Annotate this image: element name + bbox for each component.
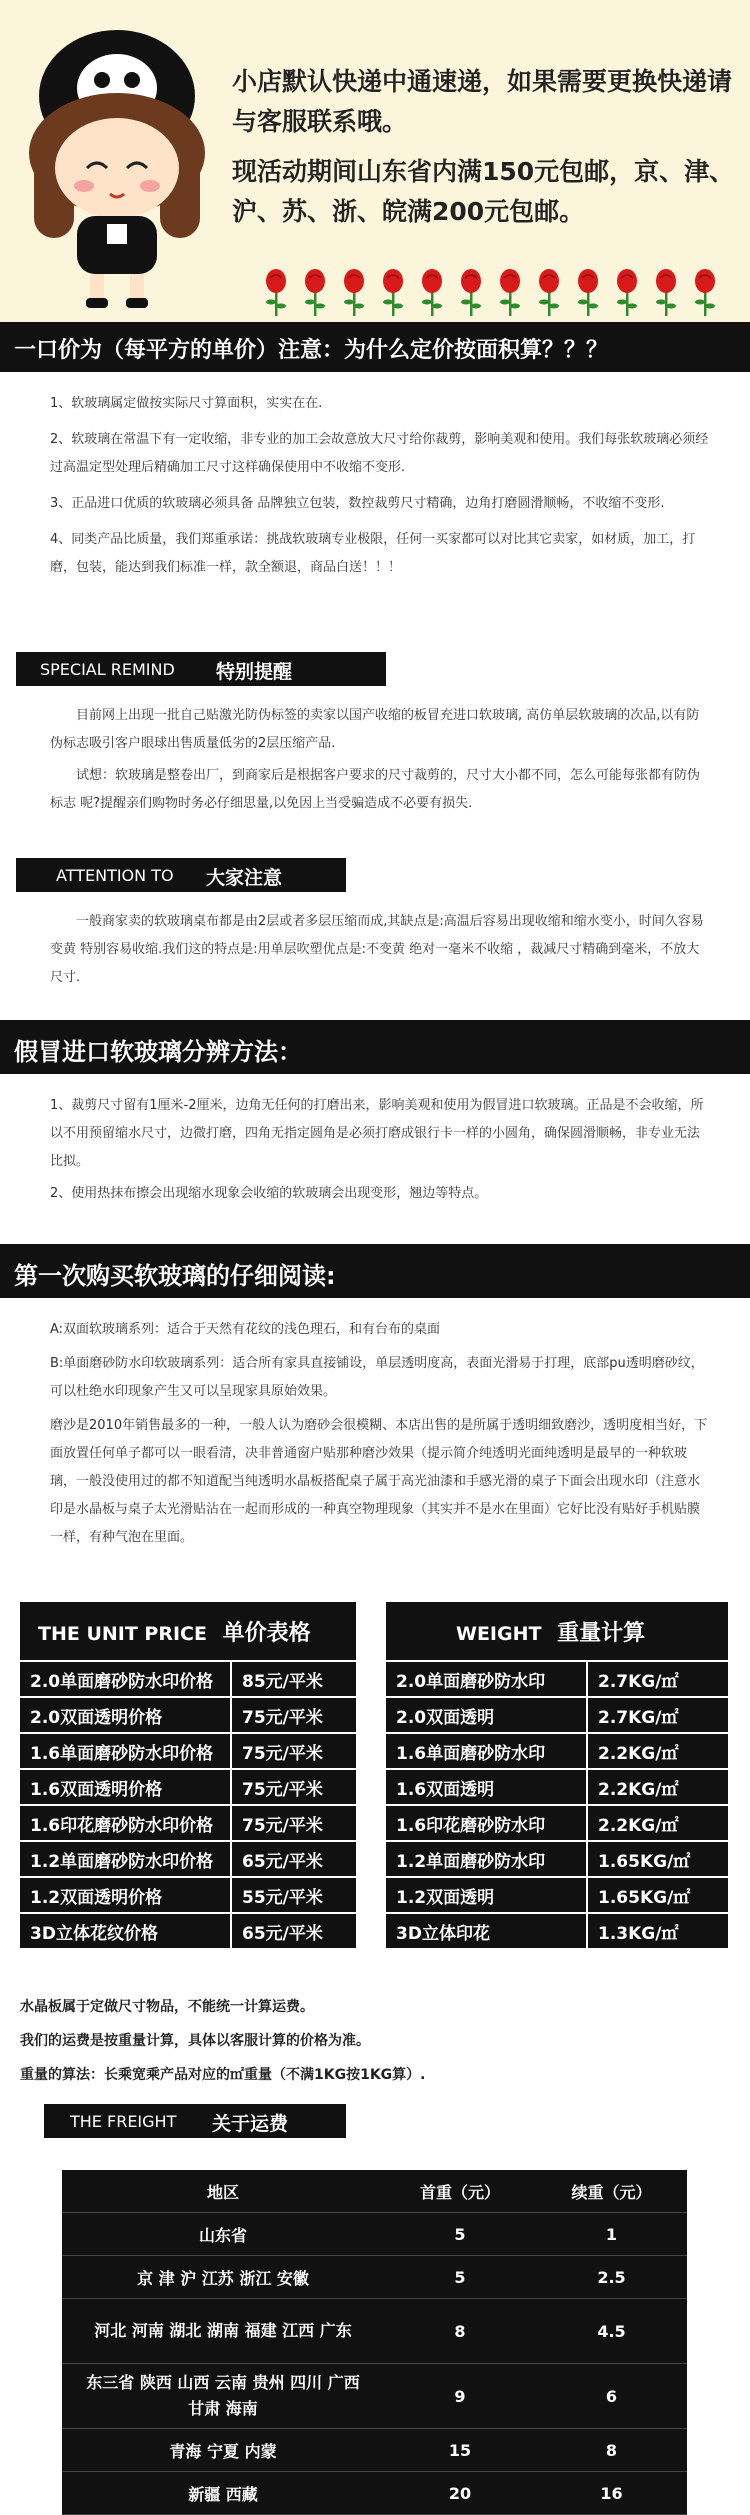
unit-price-value: 75元/平米 bbox=[231, 1805, 357, 1841]
special-remind-items bbox=[50, 702, 710, 818]
weight-name: 2.0双面透明 bbox=[385, 1697, 587, 1733]
first-purchase-item: 磨沙是2010年销售最多的一种，一般人认为磨砂会很模糊、本店出售的是所属于透明细致磨沙，透明度相当好，下面放置任何单子都可以一眼看清，决非普通窗户贴那种磨沙效果（提示简介纯透明光面纯透明是最早的一种软玻璃，一般没使用过的都不知道配当纯透明水晶板搭配桌子属于高光油漆和手感光滑的桌子下面会出现水印（注意水印是水晶板与桌子太光滑贴沾在一起而形成的一种真空物理现象（其实并不是水在里面）它好比没有贴好手机贴膜一样，有种气泡在里面。 bbox=[50, 1418, 708, 1545]
unit-price-value: 75元/平米 bbox=[231, 1733, 357, 1769]
special-remind-item: 目前网上出现一批自己贴激光防伪标签的卖家以国产收缩的板冒充进口软玻璃, 高仿单层软玻璃的次品,以有防伪标志吸引客户眼球出售质量低劣的2层压缩产品. bbox=[50, 708, 700, 751]
fake-title: 假冒进口软玻璃分辨方法： bbox=[14, 1038, 302, 1066]
weight-value: 2.2KG/㎡ bbox=[587, 1733, 729, 1769]
freight-extra: 16 bbox=[536, 2472, 687, 2515]
first-purchase-item: A:双面软玻璃系列：适合于天然有花纹的浅色理石，和有台布的桌面 bbox=[50, 1322, 441, 1337]
freight-tag-cn: 关于运费 bbox=[212, 2113, 289, 2135]
unit-price-row bbox=[19, 1661, 357, 1697]
weight-name: 3D立体印花 bbox=[385, 1913, 587, 1949]
weight-row bbox=[385, 1877, 729, 1913]
pricing-title: 一口价为（每平方的单价）注意：为什么定价按面积算？？？ bbox=[14, 338, 609, 363]
unit-price-row bbox=[19, 1769, 357, 1805]
special-remind-tag-cn: 特别提醒 bbox=[216, 661, 293, 683]
weight-value: 1.65KG/㎡ bbox=[587, 1841, 729, 1877]
freight-extra: 1 bbox=[536, 2213, 687, 2256]
unit-price-row bbox=[19, 1841, 357, 1877]
freight-extra: 8 bbox=[536, 2429, 687, 2472]
freight-row bbox=[62, 2213, 687, 2256]
weight-row bbox=[385, 1805, 729, 1841]
freight-extra: 4.5 bbox=[536, 2299, 687, 2364]
freight-row bbox=[62, 2364, 687, 2429]
freight-row bbox=[62, 2472, 687, 2515]
weight-value: 1.65KG/㎡ bbox=[587, 1877, 729, 1913]
weight-title-en: WEIGHT bbox=[456, 1622, 542, 1645]
weight-row bbox=[385, 1733, 729, 1769]
pricing-items bbox=[50, 390, 710, 582]
fake-item: 2、使用热抹布擦会出现缩水现象会收缩的软玻璃会出现变形，翘边等特点。 bbox=[50, 1186, 488, 1201]
freight-table bbox=[62, 2170, 687, 2515]
freight-row bbox=[62, 2429, 687, 2472]
unit-price-row bbox=[19, 1877, 357, 1913]
shipping-note: 水晶板属于定做尺寸物品，不能统一计算运费。 bbox=[20, 1999, 314, 2015]
unit-price-value: 65元/平米 bbox=[231, 1841, 357, 1877]
unit-price-value: 75元/平米 bbox=[231, 1769, 357, 1805]
weight-name: 1.6单面磨砂防水印 bbox=[385, 1733, 587, 1769]
unit-price-name: 1.2单面磨砂防水印价格 bbox=[19, 1841, 231, 1877]
freight-region: 京 津 沪 江苏 浙江 安徽 bbox=[62, 2256, 384, 2299]
unit-price-value: 55元/平米 bbox=[231, 1877, 357, 1913]
unit-price-title-cn: 单价表格 bbox=[222, 1620, 311, 1646]
attention-tag bbox=[16, 858, 346, 892]
freight-row bbox=[62, 2299, 687, 2364]
pricing-item: 2、软玻璃在常温下有一定收缩，非专业的加工会故意放大尺寸给你裁剪，影响美观和使用。我们每张软玻璃必须经过高温定型处理后精确加工尺寸这样确保使用中不收缩不变形. bbox=[50, 432, 709, 475]
first-purchase-items bbox=[50, 1316, 710, 1552]
rose-icon bbox=[691, 268, 719, 318]
freight-first: 9 bbox=[384, 2364, 536, 2429]
rose-icon bbox=[418, 268, 446, 318]
unit-price-row bbox=[19, 1805, 357, 1841]
rose-row bbox=[262, 268, 732, 318]
unit-price-name: 1.2双面透明价格 bbox=[19, 1877, 231, 1913]
unit-price-row bbox=[19, 1913, 357, 1949]
shipping-notice-courier: 小店默认快递中通速递，如果需要更换快递请与客服联系哦。 bbox=[232, 67, 733, 136]
rose-icon bbox=[340, 268, 368, 318]
special-remind-tag-en: SPECIAL REMIND bbox=[40, 660, 175, 679]
unit-price-name: 1.6单面磨砂防水印价格 bbox=[19, 1733, 231, 1769]
shipping-notice bbox=[232, 62, 742, 242]
pricing-item: 3、正品进口优质的软玻璃必须具备 品牌独立包装，数控裁剪尺寸精确，边角打磨圆滑顺畅，不收缩不变形. bbox=[50, 496, 665, 511]
freight-first: 15 bbox=[384, 2429, 536, 2472]
rose-icon bbox=[496, 268, 524, 318]
freight-extra: 2.5 bbox=[536, 2256, 687, 2299]
fake-items bbox=[50, 1092, 710, 1208]
fake-title-bar bbox=[0, 1020, 750, 1074]
weight-row bbox=[385, 1841, 729, 1877]
attention-tag-en: ATTENTION TO bbox=[56, 866, 174, 885]
unit-price-table bbox=[18, 1600, 358, 1950]
unit-price-row bbox=[19, 1733, 357, 1769]
freight-region: 河北 河南 湖北 湖南 福建 江西 广东 bbox=[62, 2299, 384, 2364]
weight-value: 2.2KG/㎡ bbox=[587, 1769, 729, 1805]
freight-region: 山东省 bbox=[62, 2213, 384, 2256]
weight-name: 1.2单面磨砂防水印 bbox=[385, 1841, 587, 1877]
unit-price-name: 1.6双面透明价格 bbox=[19, 1769, 231, 1805]
attention-tag-cn: 大家注意 bbox=[206, 867, 283, 889]
freight-first: 20 bbox=[384, 2472, 536, 2515]
weight-row bbox=[385, 1661, 729, 1697]
weight-name: 1.2双面透明 bbox=[385, 1877, 587, 1913]
pricing-item: 1、软玻璃属定做按实际尺寸算面积，实实在在. bbox=[50, 396, 323, 411]
freight-region: 新疆 西藏 bbox=[62, 2472, 384, 2515]
weight-value: 2.7KG/㎡ bbox=[587, 1661, 729, 1697]
fake-item: 1、裁剪尺寸留有1厘米-2厘米，边角无任何的打磨出来，影响美观和使用为假冒进口软玻璃。正品是不会收缩，所以不用预留缩水尺寸，边微打磨，四角无指定圆角是必须打磨成银行卡一样的小圆角，确保圆滑顺畅，非专业无法比拟。 bbox=[50, 1098, 704, 1169]
shipping-notice-promotion: 现活动期间山东省内满150元包邮，京、津、沪、苏、浙、皖满200元包邮。 bbox=[232, 157, 735, 226]
unit-price-name: 2.0单面磨砂防水印价格 bbox=[19, 1661, 231, 1697]
weight-value: 2.7KG/㎡ bbox=[587, 1697, 729, 1733]
unit-price-name: 2.0双面透明价格 bbox=[19, 1697, 231, 1733]
freight-header-extra: 续重（元） bbox=[536, 2170, 687, 2213]
weight-title-cn: 重量计算 bbox=[557, 1620, 646, 1646]
rose-icon bbox=[457, 268, 485, 318]
weight-name: 1.6双面透明 bbox=[385, 1769, 587, 1805]
weight-value: 2.2KG/㎡ bbox=[587, 1805, 729, 1841]
freight-tag bbox=[44, 2104, 346, 2138]
rose-icon bbox=[379, 268, 407, 318]
unit-price-name: 1.6印花磨砂防水印价格 bbox=[19, 1805, 231, 1841]
weight-name: 2.0单面磨砂防水印 bbox=[385, 1661, 587, 1697]
shipping-note: 重量的算法：长乘宽乘产品对应的㎡重量（不满1KG按1KG算）. bbox=[20, 2067, 426, 2083]
unit-price-header-row bbox=[19, 1601, 357, 1661]
freight-first: 5 bbox=[384, 2256, 536, 2299]
freight-header-region: 地区 bbox=[62, 2170, 384, 2213]
weight-row bbox=[385, 1913, 729, 1949]
first-purchase-title: 第一次购买软玻璃的仔细阅读: bbox=[14, 1262, 336, 1290]
weight-header-row bbox=[385, 1601, 729, 1661]
freight-header-row bbox=[62, 2170, 687, 2213]
rose-icon bbox=[574, 268, 602, 318]
rose-icon bbox=[613, 268, 641, 318]
freight-region: 青海 宁夏 内蒙 bbox=[62, 2429, 384, 2472]
rose-icon bbox=[262, 268, 290, 318]
weight-table bbox=[384, 1600, 730, 1950]
mascot-girl-illustration bbox=[22, 18, 212, 318]
weight-row bbox=[385, 1697, 729, 1733]
freight-header-first: 首重（元） bbox=[384, 2170, 536, 2213]
rose-icon bbox=[652, 268, 680, 318]
rose-icon bbox=[535, 268, 563, 318]
freight-tag-en: THE FREIGHT bbox=[70, 2112, 177, 2131]
freight-first: 8 bbox=[384, 2299, 536, 2364]
unit-price-title-en: THE UNIT PRICE bbox=[38, 1622, 207, 1645]
header-banner bbox=[0, 0, 750, 322]
pricing-title-bar bbox=[0, 322, 750, 372]
unit-price-value: 75元/平米 bbox=[231, 1697, 357, 1733]
pricing-item: 4、同类产品比质量，我们郑重承诺：挑战软玻璃专业极限，任何一买家都可以对比其它卖家，如材质，加工，打磨，包装，能达到我们标准一样，款全额退，商品白送！！！ bbox=[50, 532, 696, 575]
weight-header bbox=[385, 1601, 729, 1661]
freight-row bbox=[62, 2256, 687, 2299]
freight-extra: 6 bbox=[536, 2364, 687, 2429]
attention-item: 一般商家卖的软玻璃桌布都是由2层或者多层压缩而成,其缺点是:高温后容易出现收缩和缩水变小，时间久容易变黄 特别容易收缩.我们这的特点是:用单层吹塑优点是:不变黄 绝对一毫米不收缩 ，裁减尺寸精确到毫米，不放大尺寸. bbox=[50, 914, 704, 985]
unit-price-header bbox=[19, 1601, 357, 1661]
shipping-note: 我们的运费是按重量计算，具体以客服计算的价格为准。 bbox=[20, 2033, 370, 2049]
rose-icon bbox=[301, 268, 329, 318]
freight-region: 东三省 陕西 山西 云南 贵州 四川 广西 甘肃 海南 bbox=[62, 2364, 384, 2429]
unit-price-value: 65元/平米 bbox=[231, 1913, 357, 1949]
first-purchase-title-bar bbox=[0, 1244, 750, 1298]
special-remind-item: 试想：软玻璃是整卷出厂，到商家后是根据客户要求的尺寸裁剪的，尺寸大小都不同，怎么可能每张都有防伪标志 呢?提醒亲们购物时务必仔细思量,以免因上当受骗造成不必要有损失. bbox=[50, 768, 701, 811]
unit-price-row bbox=[19, 1697, 357, 1733]
weight-value: 1.3KG/㎡ bbox=[587, 1913, 729, 1949]
unit-price-value: 85元/平米 bbox=[231, 1661, 357, 1697]
first-purchase-item: B:单面磨砂防水印软玻璃系列：适合所有家具直接铺设，单层透明度高，表面光滑易于打理，底部pu透明磨砂纹，可以杜绝水印现象产生又可以呈现家具原始效果。 bbox=[50, 1356, 704, 1399]
weight-name: 1.6印花磨砂防水印 bbox=[385, 1805, 587, 1841]
freight-first: 5 bbox=[384, 2213, 536, 2256]
special-remind-tag bbox=[16, 652, 386, 686]
attention-items bbox=[50, 908, 710, 992]
unit-price-name: 3D立体花纹价格 bbox=[19, 1913, 231, 1949]
shipping-notes bbox=[20, 1990, 740, 2092]
weight-row bbox=[385, 1769, 729, 1805]
